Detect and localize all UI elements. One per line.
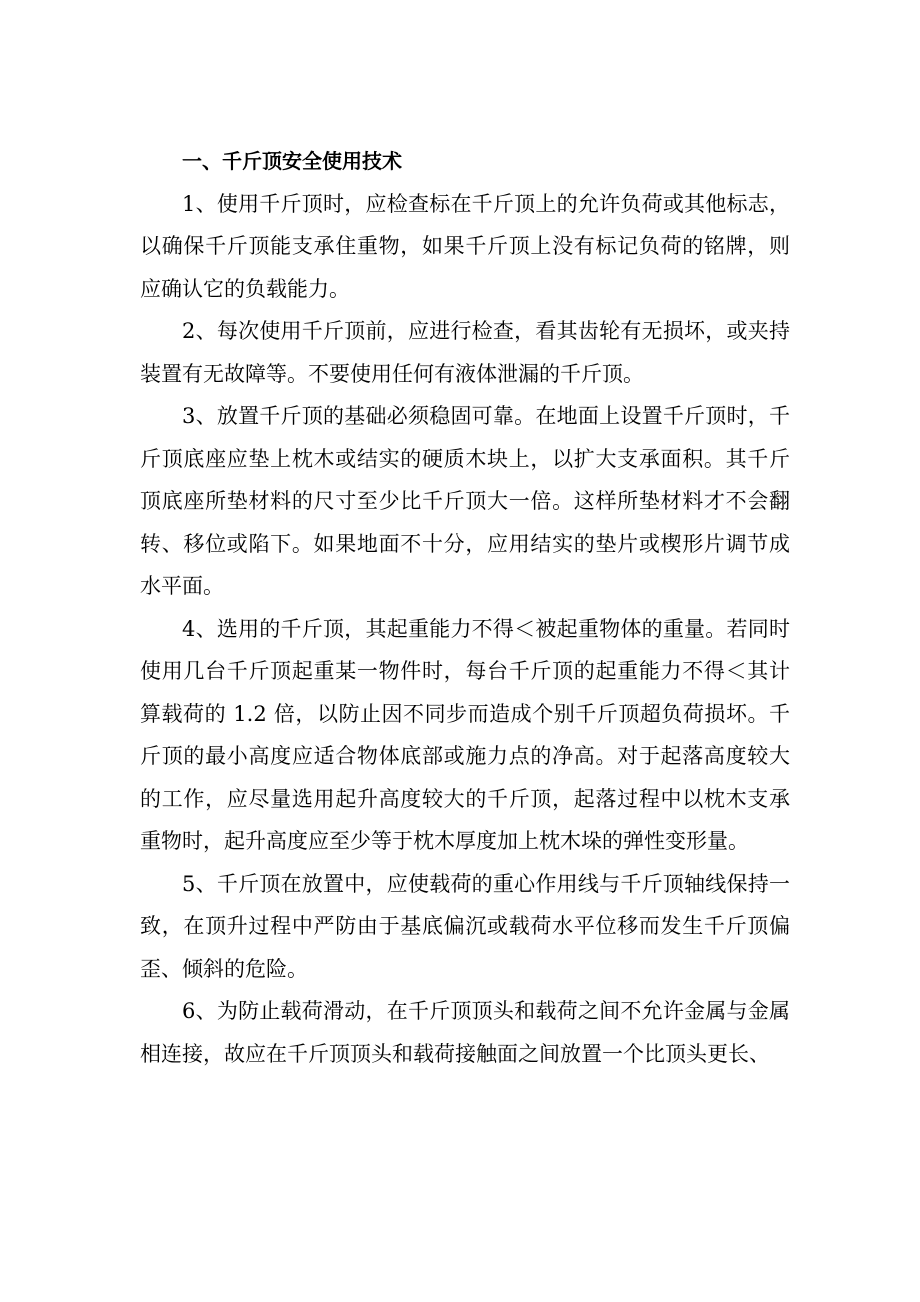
paragraph-1: 1、使用千斤顶时，应检查标在千斤顶上的允许负荷或其他标志，以确保千斤顶能支承住重物，如果千斤顶上没有标记负荷的铭牌，则应确认它的负载能力。	[140, 191, 790, 301]
paragraph-2: 2、每次使用千斤顶前，应进行检查，看其齿轮有无损坏，或夹持装置有无故障等。不要使用任何有液体泄漏的千斤顶。	[140, 319, 790, 386]
paragraph-5: 5、千斤顶在放置中，应使载荷的重心作用线与千斤顶轴线保持一致，在顶升过程中严防由于基底偏沉或载荷水平位移而发生千斤顶偏歪、倾斜的危险。	[140, 871, 790, 981]
paragraph-3: 3、放置千斤顶的基础必须稳固可靠。在地面上设置千斤顶时，千斤顶底座应垫上枕木或结实的硬质木块上，以扩大支承面积。其千斤顶底座所垫材料的尺寸至少比千斤顶大一倍。这样所垫材料才不会翻转、移位或陷下。如果地面不十分，应用结实的垫片或楔形片调节成水平面。	[140, 404, 790, 598]
document-body	[140, 140, 790, 1075]
paragraph-4: 4、选用的千斤顶，其起重能力不得＜被起重物体的重量。若同时使用几台千斤顶起重某一物件时，每台千斤顶的起重能力不得＜其计算载荷的 1.2 倍，以防止因不同步而造成个别千斤顶超负荷损坏。千斤顶的最小高度应适合物体底部或施力点的净高。对于起落高度较大的工作，应尽量选用起升高度较大的千斤顶，起落过程中以枕木支承重物时，起升高度应至少等于枕木厚度加上枕木垛的弹性变形量。	[140, 616, 790, 853]
section-heading: 一、千斤顶安全使用技术	[182, 149, 402, 173]
paragraph-6: 6、为防止载荷滑动，在千斤顶顶头和载荷之间不允许金属与金属相连接，故应在千斤顶顶头和载荷接触面之间放置一个比顶头更长、	[140, 999, 790, 1066]
